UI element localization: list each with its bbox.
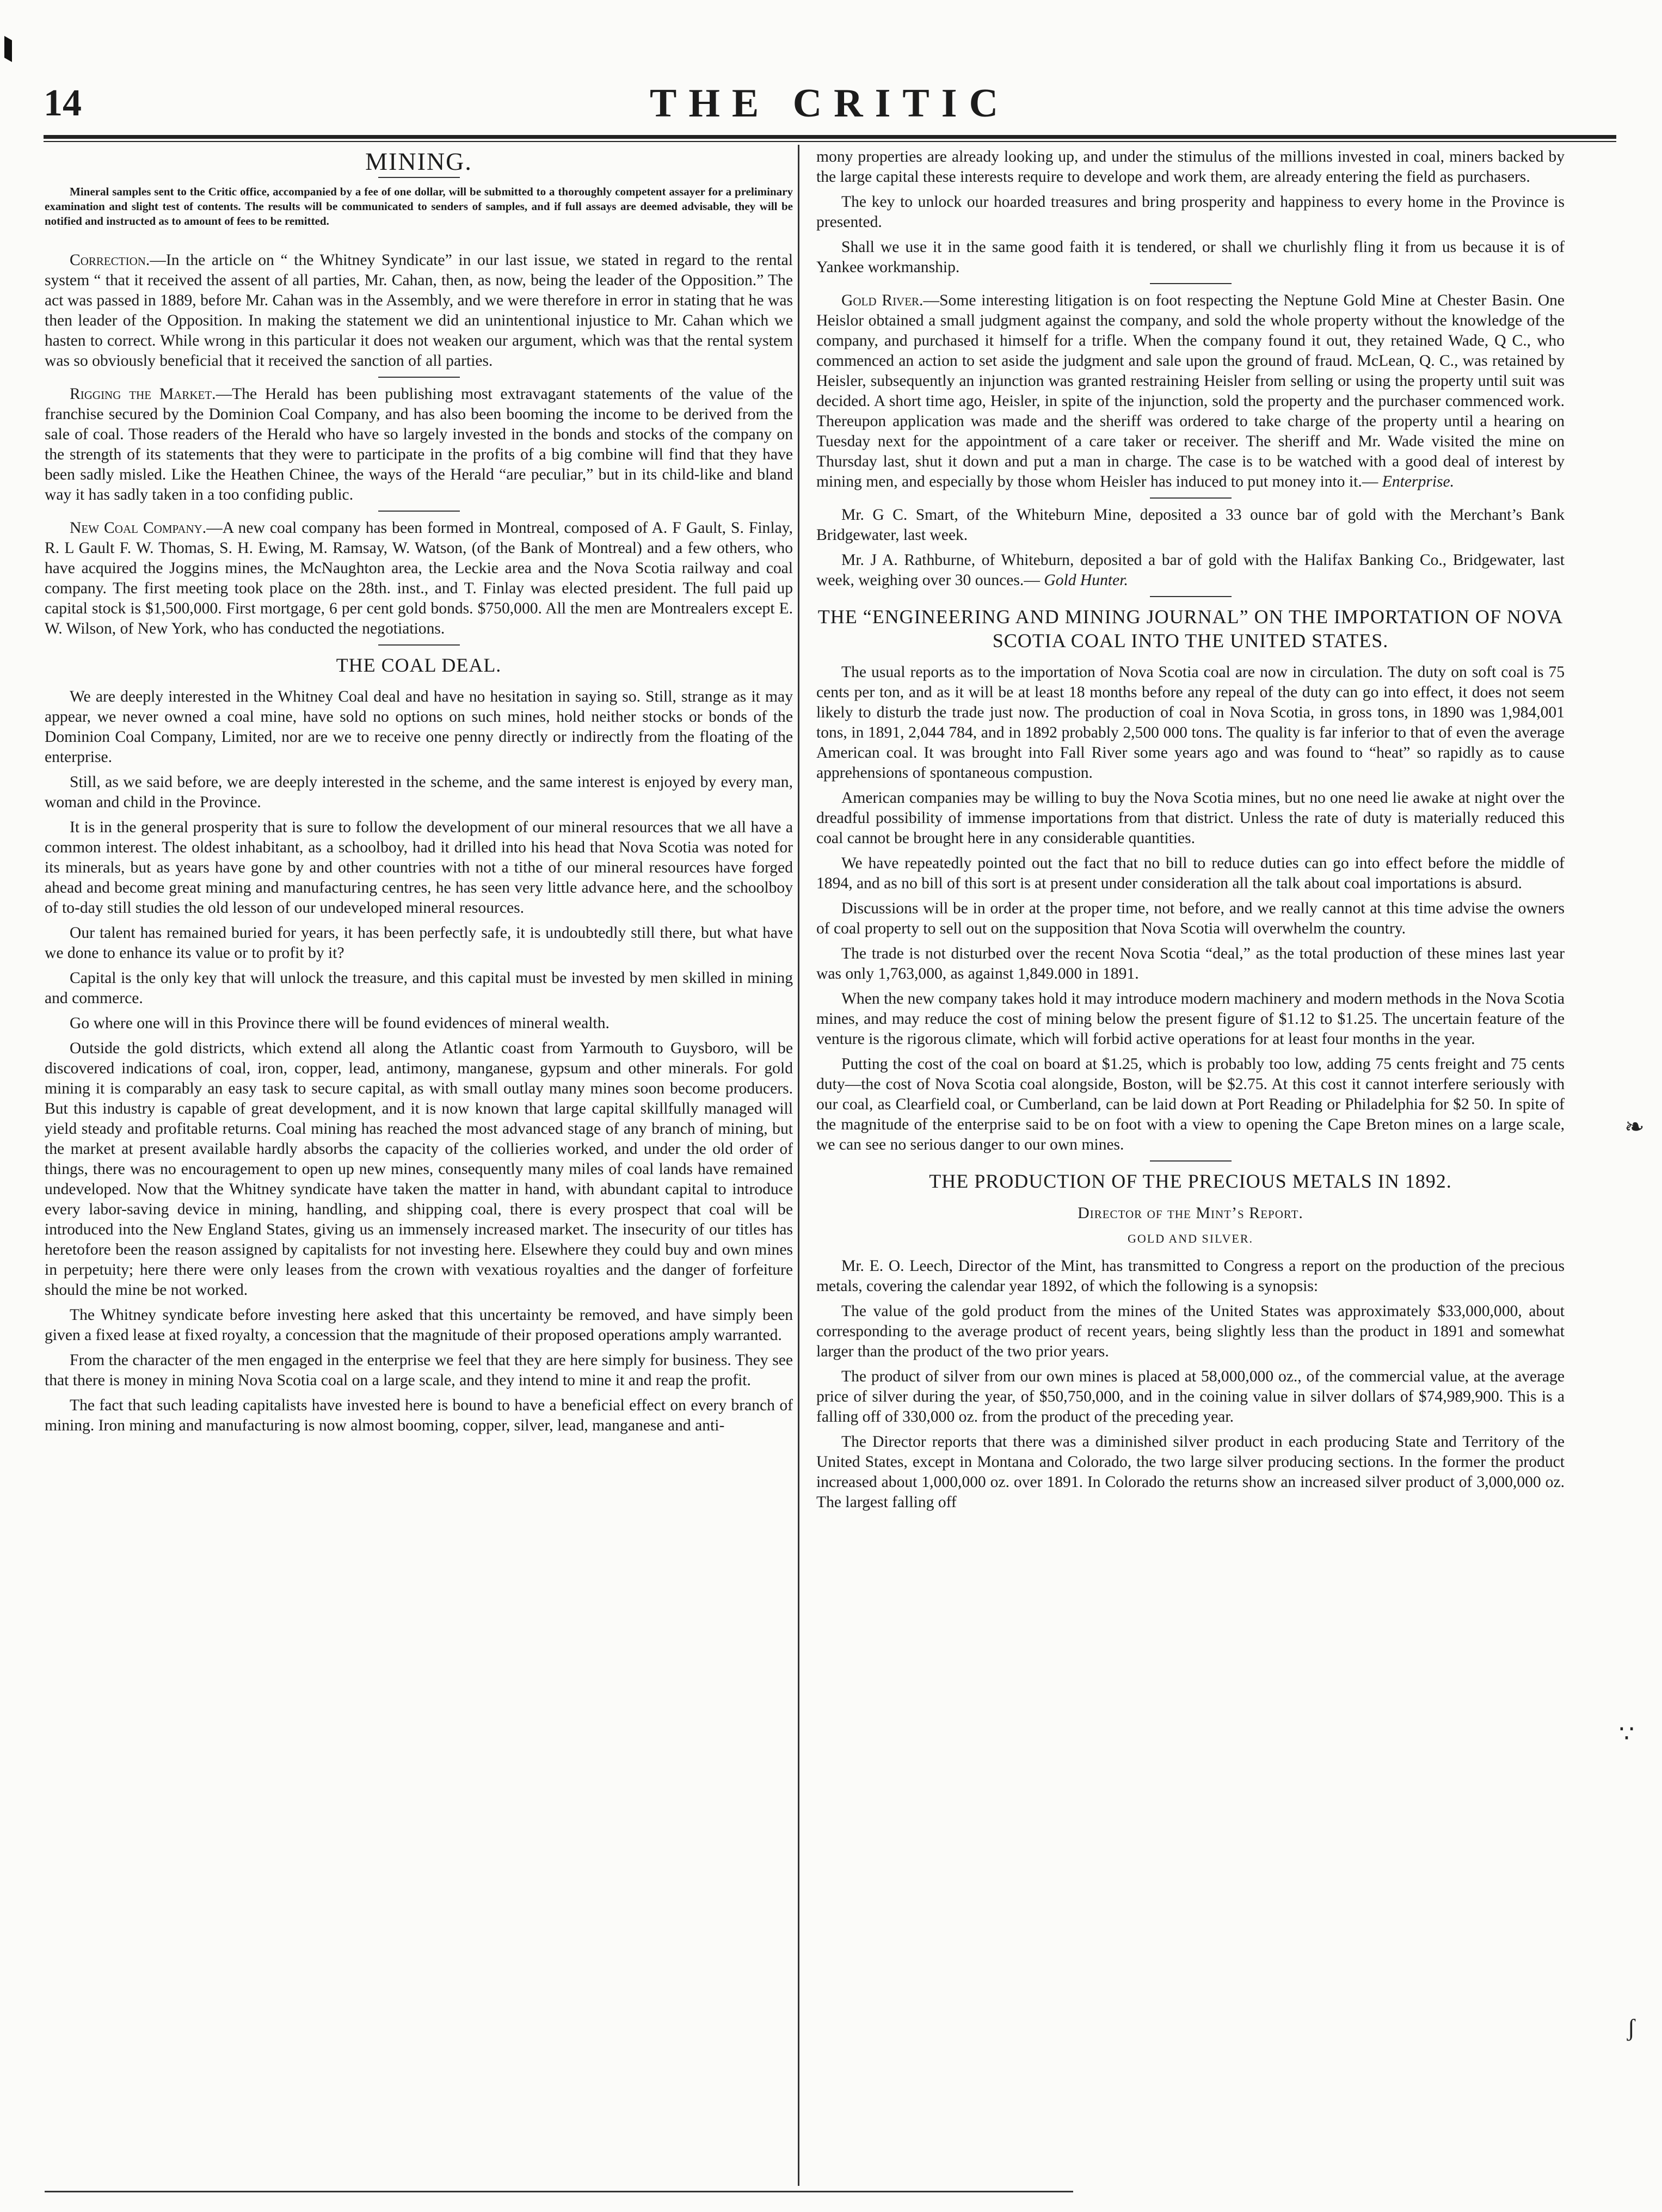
coal-deal-paragraph: Our talent has remained buried for years, it has been perfectly safe, it is undoubtedly still there, but what have we done to enhance its value or to profit by it? — [45, 924, 793, 962]
precious-paragraph: Mr. E. O. Leech, Director of the Mint, has transmitted to Congress a report on the production of the precious metals, covering the calendar year 1892, of which the following is a synopsis: — [816, 1257, 1565, 1295]
coal-deal-paragraph: Still, as we said before, we are deeply interested in the scheme, and the same interest is enjoyed by every man, woman and child in the Province. — [45, 773, 793, 811]
header-rule-thin — [44, 141, 1616, 142]
rigging-paragraph — [45, 384, 793, 505]
rathburne-text: Mr. J A. Rathburne, of Whiteburn, deposited a bar of gold with the Halifax Banking Co., Bridgewater, last week, weighing over 30 ounces.— — [816, 551, 1565, 589]
coal-deal-paragraph: From the character of the men engaged in the enterprise we feel that they are here simply for business. They see that there is money in mining Nova Scotia coal on a large scale, and they intend to mine it and reap the profit. — [45, 1351, 793, 1389]
coal-deal-paragraph: We are deeply interested in the Whitney Coal deal and have no hesitation in saying so. Still, strange as it may appear, we never owned a coal mine, have sold no options on such mines, hold neither stocks or bonds of the Dominion Coal Company, Limited, nor are we to receive one penny directly or indirectly from the floating of the enterprise. — [45, 688, 793, 766]
gold-river-source: Enterprise. — [1382, 473, 1455, 490]
precious-paragraph: The Director reports that there was a diminished silver product in each producing State and Territory of the United States, except in Montana and Colorado, the two large silver producing sections. In the former the product increased about 1,000,000 oz. over 1891. In Colorado the returns show an increased silver product of 3,000,000 oz. The largest falling off — [816, 1433, 1565, 1511]
column-divider — [798, 145, 799, 2186]
continuation-paragraph: Shall we use it in the same good faith it is tendered, or shall we churlishly fling it from us because it is of Yankee workmanship. — [816, 238, 1565, 276]
item-rule — [378, 511, 460, 512]
journal-title: THE “ENGINEERING AND MINING JOURNAL” ON THE IMPORTATION OF NOVA SCOTIA COAL INTO THE UNITED STATES. — [817, 606, 1563, 652]
coal-deal-paragraph: Capital is the only key that will unlock the treasure, and this capital must be invested by men skilled in mining and commerce. — [45, 969, 793, 1007]
correction-paragraph — [45, 250, 793, 371]
left-column — [45, 147, 793, 1441]
gold-river-paragraph — [816, 291, 1565, 492]
item-rule — [378, 377, 460, 378]
smart-paragraph: Mr. G C. Smart, of the Whiteburn Mine, deposited a 33 ounce bar of gold with the Merchant’s Bank Bridgewater, last week. — [816, 506, 1565, 544]
rigging-lead: Rigging the Market. — [70, 385, 216, 403]
rathburne-paragraph — [816, 550, 1565, 591]
mining-section-title: MINING. — [365, 148, 472, 175]
journal-paragraph: Putting the cost of the coal on board at $1.25, which is probably too low, adding 75 cents freight and 75 cents duty—the cost of Nova Scotia coal alongside, Boston, will be $2.75. At this cost it cannot interfere seriously with our coal, as Clearfield coal, or Cumberland, can be laid down at Port Reading or Philadelphia for $2 50. In spite of the magnitude of the enterprise said to be on foot with a view to opening the Cape Breton mines on a large scale, we can see no serious danger to our own mines. — [816, 1055, 1565, 1153]
journal-paragraph: The trade is not disturbed over the recent Nova Scotia “deal,” as the total production of these mines last year was only 1,763,000, as against 1,849.000 in 1891. — [816, 945, 1565, 982]
journal-paragraph: When the new company takes hold it may introduce modern machinery and modern methods in the Nova Scotia mines, and may reduce the cost of mining below the present figure of $1.12 to $1.25. The uncertain feature of the venture is the rigorous climate, which will forbid active operations for at least four months in the year. — [816, 990, 1565, 1048]
precious-metals-subtitle: Director of the Mint’s Report. — [1078, 1204, 1303, 1222]
item-rule — [1150, 1160, 1232, 1162]
gold-river-lead: Gold River. — [841, 292, 924, 309]
precious-metals-title: THE PRODUCTION OF THE PRECIOUS METALS IN 1892. — [929, 1170, 1452, 1192]
scan-edge-mark — [4, 36, 12, 62]
page-header — [44, 76, 1616, 142]
correction-lead: Correction. — [70, 251, 150, 269]
journal-paragraph: We have repeatedly pointed out the fact that no bill to reduce duties can go into effect before the middle of 1894, and as no bill of this sort is at present under consideration all the talk about coal importations is absurd. — [816, 855, 1565, 892]
new-coal-company-text: —A new coal company has been formed in Montreal, composed of A. F Gault, S. Finlay, R. L Gault F. W. Thomas, S. H. Ewing, M. Ramsay, W. Watson, (of the Bank of Montreal) and a few others, who have acquired the Joggins mines, the McNaughton area, the Leckie area and the Nova Scotia railway and coal company. The first meeting took place on the 28th. inst., and T. Finlay was elected president. The full paid up capital stock is $1,500,000. First mortgage, 6 per cent gold bonds. $750,000. All the men are Montrealers except E. W. Wilson, of New York, who has conducted the negotiations. — [45, 519, 793, 637]
journal-paragraph: American companies may be willing to buy the Nova Scotia mines, but no one need lie awake at night over the dreadful possibility of immense importations from that district. Unless the rate of duty is materially reduced this coal cannot be brought here in any considerable quantities. — [816, 789, 1565, 847]
right-column — [816, 147, 1565, 1517]
rigging-text: —The Herald has been publishing most extravagant statements of the value of the franchise secured by the Dominion Coal Company, and has also been booming the income to be derived from the sale of coal. Those readers of the Herald who have so largely invested in the bonds and stocks of the company on the strength of its statements that they were to participate in the profits of a big combine will find that they have been sadly misled. Like the Heathen Chinee, the ways of the Herald “are peculiar,” but in its child-like and bland way it has sadly taken in a too confiding public. — [45, 385, 793, 503]
coal-deal-title: THE COAL DEAL. — [336, 654, 502, 676]
continuation-paragraph: The key to unlock our hoarded treasures and bring prosperity and happiness to every home in the Province is presented. — [816, 193, 1565, 231]
coal-deal-paragraph: The fact that such leading capitalists have invested here is bound to have a beneficial effect on every branch of mining. Iron mining and manufacturing is now almost booming, copper, silver, lead, manganese and anti- — [45, 1397, 793, 1434]
item-rule — [1150, 283, 1232, 284]
margin-ink-mark: ʃ — [1627, 2014, 1635, 2041]
item-rule — [1150, 596, 1232, 597]
item-rule — [1150, 497, 1232, 499]
page-number: 14 — [44, 82, 82, 124]
gold-river-text: —Some interesting litigation is on foot respecting the Neptune Gold Mine at Chester Basin. One Heislor obtained a small judgment against the company, and sold the whole property without the knowledge of the company, and purchased it himself for a trifle. When the company found it out, they retained Wade, Q C., who commenced an action to set aside the judgment and sale upon the ground of fraud. McLean, Q. C., was retained by Heisler, subsequently an injunction was granted restraining Heisler from selling or using the property until suit was decided. A short time ago, Heisler, in spite of the injunction, sold the property and the purchaser commenced work. Thereupon application was made and the sheriff was ordered to take charge of the property until a hearing on Tuesday next for the appointment of a care taker or receiver. The sheriff and Mr. Wade visited the mine on Thursday last, shut it down and put a man in charge. The case is to be watched with a good deal of interest by mining men, and especially by those whom Heisler has induced to put money into it.— — [816, 292, 1565, 490]
bottom-edge-rule — [45, 2191, 1073, 2192]
assay-notice: Mineral samples sent to the Critic office, accompanied by a fee of one dollar, will be submitted to a thoroughly competent assayer for a preliminary examination and slight test of contents. The results will be communicated to senders of samples, and if full assays are deemed advisable, they will be notified and instructed as to amount of fees to be remitted. — [45, 185, 793, 228]
journal-paragraph: Discussions will be in order at the proper time, not before, and we really cannot at this time advise the owners of coal property to sell out on the supposition that Nova Scotia will overwhelm the country. — [816, 900, 1565, 937]
masthead-title: THE CRITIC — [649, 81, 1011, 126]
coal-deal-paragraph: Outside the gold districts, which extend all along the Atlantic coast from Yarmouth to Guysboro, will be discovered indications of coal, iron, copper, lead, antimony, manganese, gypsum and other minerals. For gold mining it is comparably an easy task to secure capital, as with small outlay many mines soon become producers. But this industry is capable of great development, and it is now known that large capital skillfully managed will yield steady and profitable returns. Coal mining has reached the most advanced stage of any branch of mining, but the market at present available hardly absorbs the capacity of the collieries worked, and under the old order of things, there was no encouragement to open up new mines, consequently many miles of coal lands have remained undeveloped. Now that the Whitney syndicate have taken the matter in hand, with abundant capital to introduce every labor-saving device in mining, handling, and shipping coal, there is every prospect that coal will be introduced into the New England States, giving us an immensely increased market. The insecurity of our titles has heretofore been the reason assigned by capitalists for not investing here. Elsewhere they could buy and own mines in perpetuity; here there were only leases from the crown with vexatious royalties and the danger of forfeiture should the mine be not worked. — [45, 1040, 793, 1299]
section-rule — [378, 177, 460, 178]
new-coal-company-paragraph — [45, 518, 793, 639]
coal-deal-paragraph: The Whitney syndicate before investing here asked that this uncertainty be removed, and have simply been given a fixed lease at fixed royalty, a concession that the magnitude of their proposed operations amply warranted. — [45, 1306, 793, 1344]
continuation-paragraph: mony properties are already looking up, and under the stimulus of the millions invested in coal, miners backed by the large capital these interests require to develope and work them, are already entering the field as purchasers. — [816, 148, 1565, 186]
margin-ink-mark: ❧ — [1624, 1114, 1645, 1140]
correction-text: —In the article on “ the Whitney Syndicate” in our last issue, we stated in regard to the rental system “ that it received the assent of all parties, Mr. Cahan, then, as now, being the leader of the Opposition.” The act was passed in 1889, before Mr. Cahan was in the Assembly, and we were therefore in error in stating that he was then leader of the Opposition. In making the statement we did an unintentional injustice to Mr. Cahan which we hasten to correct. While wrong in this particular it does not weaken our argument, which was that the rental system was so obviously beneficial that it received the sanction of all parties. — [45, 251, 793, 370]
precious-paragraph: The product of silver from our own mines is placed at 58,000,000 oz., of the commercial value, at the average price of silver during the year, of $50,750,000, and in the coining value in silver dollars of $74,989,900. This is a falling off of 330,000 oz. from the product of the preceding year. — [816, 1368, 1565, 1425]
coal-deal-paragraph: It is in the general prosperity that is sure to follow the development of our mineral resources that we all have a common interest. The oldest inhabitant, as a schoolboy, had it drilled into his head that Nova Scotia was noted for its minerals, but as years have gone by and other countries with not a tithe of our mineral resources have forged ahead and become great mining and manufacturing centres, he has seen very little advance here, and the schoolboy of to-day still studies the old lesson of our undeveloped mineral resources. — [45, 819, 793, 917]
precious-paragraph: The value of the gold product from the mines of the United States was approximately $33,000,000, about corresponding to the average product of recent years, being slightly less than the product in 1891 and somewhat larger than the product of the two prior years. — [816, 1302, 1565, 1360]
new-coal-company-lead: New Coal Company. — [70, 519, 207, 537]
journal-paragraph: The usual reports as to the importation of Nova Scotia coal are now in circulation. The duty on soft coal is 75 cents per ton, and as it will be at least 18 months before any repeal of the duty can go into effect, it does not seem likely to disturb the trade just now. The production of coal in Nova Scotia, in gross tons, in 1890 was 1,984,001 tons, in 1891, 2,044 784, and in 1892 probably 2,500 000 tons. The quality is far inferior to that of even the average American coal. It was brought into Fall River some years ago and was found to “heat” so rapidly as to cause apprehensions of spontaneous compustion. — [816, 663, 1565, 782]
coal-deal-paragraph: Go where one will in this Province there will be found evidences of mineral wealth. — [70, 1015, 610, 1032]
header-rule-thick — [44, 135, 1616, 139]
gold-silver-heading: GOLD AND SILVER. — [1127, 1232, 1254, 1245]
rathburne-source: Gold Hunter. — [1044, 572, 1128, 589]
item-rule — [378, 644, 460, 646]
margin-ink-mark: ∵ — [1619, 1721, 1634, 1747]
